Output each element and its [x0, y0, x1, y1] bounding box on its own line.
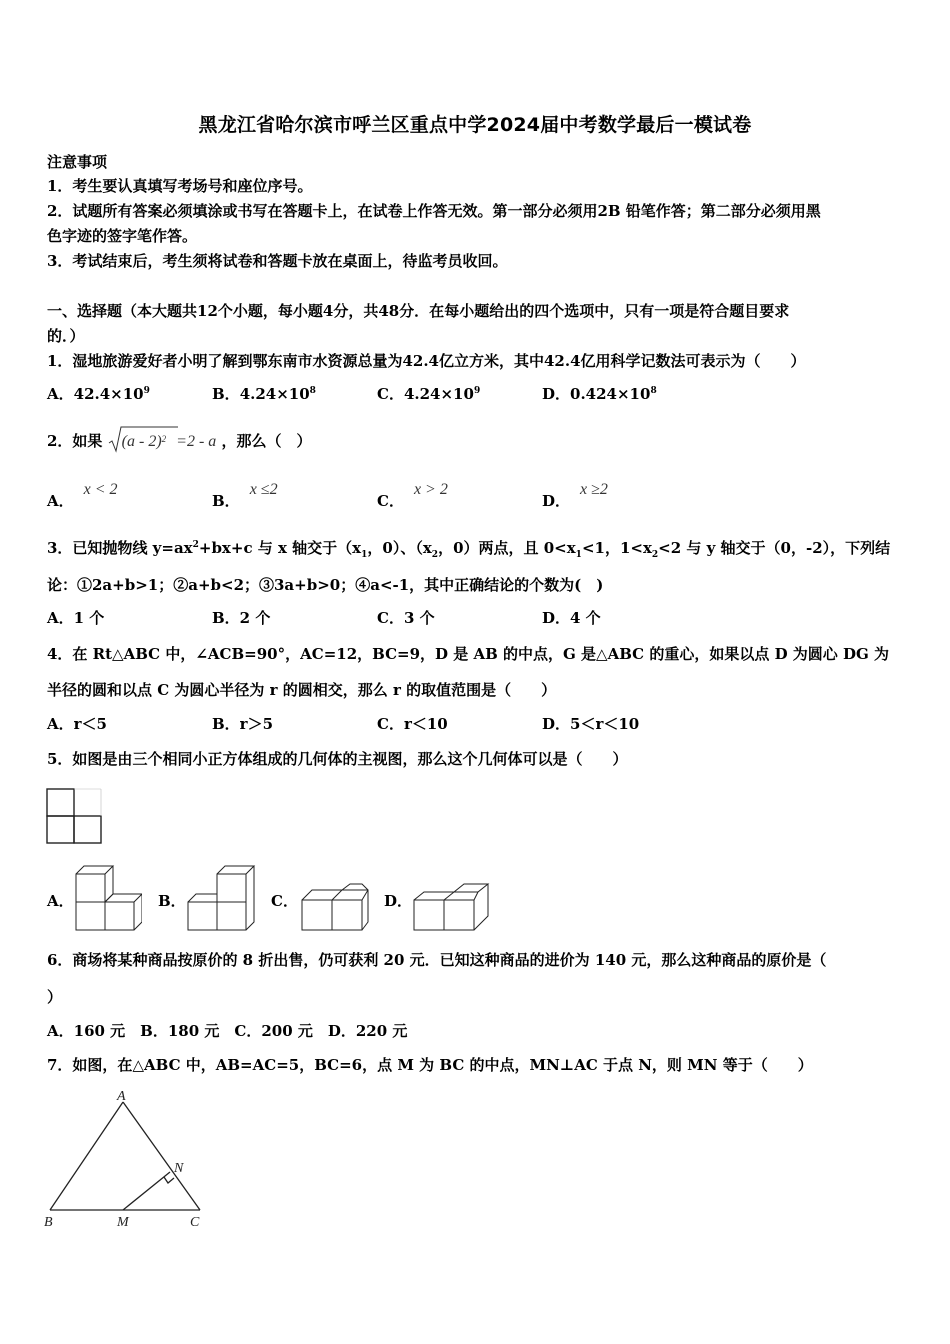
segment-mn — [123, 1172, 170, 1210]
notice-heading: 注意事项 — [47, 153, 108, 171]
q2-option-b: B．x ≤2 — [212, 481, 278, 510]
q2-option-c: C．x > 2 — [377, 481, 448, 510]
side-ac — [123, 1102, 200, 1210]
question-3-stem-cont: 论：①2a+b>1；②a+b<2；③3a+b>0；④a<-1，其中正确结论的个数为( ) — [47, 576, 604, 594]
q5-option-d-label: D． — [384, 892, 413, 910]
label-b: B — [44, 1215, 53, 1230]
label-c: C — [190, 1215, 200, 1230]
q4-option-a: A．r＜5 — [47, 715, 107, 733]
question-7-stem: 7．如图，在△ABC 中，AB=AC=5，BC=6，点 M 为 BC 的中点，MN⊥AC 于点 N，则 MN 等于（ ） — [47, 1056, 813, 1074]
q1-option-b: B．$4.24\times 10^8$ — [212, 385, 316, 403]
q5-option-c-label: C． — [271, 892, 298, 910]
q3-option-d: D．4 个 — [542, 609, 601, 627]
q5-option-c-solid — [300, 880, 370, 932]
q2-option-d: D．x ≥2 — [542, 481, 608, 510]
side-ab — [50, 1102, 123, 1210]
q5-option-d-solid — [412, 880, 490, 934]
exam-title: 黑龙江省哈尔滨市呼兰区重点中学2024届中考数学最后一模试卷 — [198, 114, 752, 136]
q4-option-d: D．5＜r＜10 — [542, 715, 640, 733]
q3-option-c: C．3 个 — [377, 609, 435, 627]
question-4-stem-cont: 半径的圆和以点 C 为圆心半径为 r 的圆相交，那么 r 的取值范围是（ ） — [47, 681, 557, 699]
sqrt-expression: (a - 2)$^2$ =2 - a — [108, 431, 217, 453]
label-n: N — [174, 1161, 184, 1176]
q5-option-a-label: A． — [47, 892, 74, 910]
question-2-stem: 2．如果 (a - 2)$^2$ =2 - a ，那么（ ） — [47, 430, 312, 453]
question-3-stem: 3．已知抛物线 $y=ax^2+bx+c$ 与 x 轴交于（$x_1$，0）、（$x_2$，0）两点，且 $0<x_1<1$，$1<x_2<2$ 与 y 轴交于（0，-2），下列结 — [47, 539, 891, 560]
label-a: A — [117, 1089, 126, 1104]
q2-option-a: A．x < 2 — [47, 481, 118, 510]
q1-option-a: A．$42.4\times 10^9$ — [47, 385, 150, 403]
front-view-figure — [46, 788, 104, 846]
radical-sign-icon — [108, 425, 238, 455]
q4-option-b: B．r＞5 — [212, 715, 274, 733]
question-4-stem: 4．在 Rt△ABC 中，∠ACB=90°，AC=12，BC=9，D 是 AB 的中点，G 是△ABC 的重心，如果以点 D 为圆心 DG 为 — [47, 645, 890, 663]
triangle-abc-figure — [40, 1088, 220, 1233]
question-6-stem: 6．商场将某种商品按原价的 8 折出售，仍可获利 20 元．已知这种商品的进价为 140 元，那么这种商品的原价是（ — [47, 951, 827, 969]
q3-option-b: B．2 个 — [212, 609, 271, 627]
notice-item: 2．试题所有答案必须填涂或书写在答题卡上，在试卷上作答无效。第一部分必须用2B 铅笔作答；第二部分必须用黑 — [47, 202, 821, 220]
notice-item: 1．考生要认真填写考场号和座位序号。 — [47, 177, 313, 195]
q5-option-b-solid — [186, 862, 256, 932]
q1-option-d: D．$0.424\times 10^8$ — [542, 385, 657, 403]
q1-option-c: C．$4.24\times 10^9$ — [377, 385, 481, 403]
question-1-stem: 1．湿地旅游爱好者小明了解到鄂东南市水资源总量为42.4亿立方米，其中42.4亿用科学记数法可表示为（ ） — [47, 352, 806, 370]
notice-item: 3．考试结束后，考生须将试卷和答题卡放在桌面上，待监考员收回。 — [47, 252, 508, 270]
q5-option-a-solid — [74, 862, 142, 932]
q6-options: A．160 元 B．180 元 C．200 元 D．220 元 — [47, 1022, 408, 1040]
q4-option-c: C．r＜10 — [377, 715, 448, 733]
q3-option-a: A．1 个 — [47, 609, 105, 627]
section-heading-cont: 的．） — [47, 327, 85, 345]
right-angle-mark — [164, 1177, 174, 1183]
question-6-stem-cont: ） — [47, 988, 63, 1006]
question-5-stem: 5．如图是由三个相同小正方体组成的几何体的主视图，那么这个几何体可以是（ ） — [47, 750, 628, 768]
q5-option-b-label: B． — [158, 892, 186, 910]
notice-item: 色字迹的签字笔作答。 — [47, 227, 198, 245]
section-heading: 一、选择题（本大题共12个小题，每小题4分，共48分．在每小题给出的四个选项中，只有一项是符合题目要求 — [47, 302, 790, 320]
label-m: M — [117, 1215, 129, 1230]
